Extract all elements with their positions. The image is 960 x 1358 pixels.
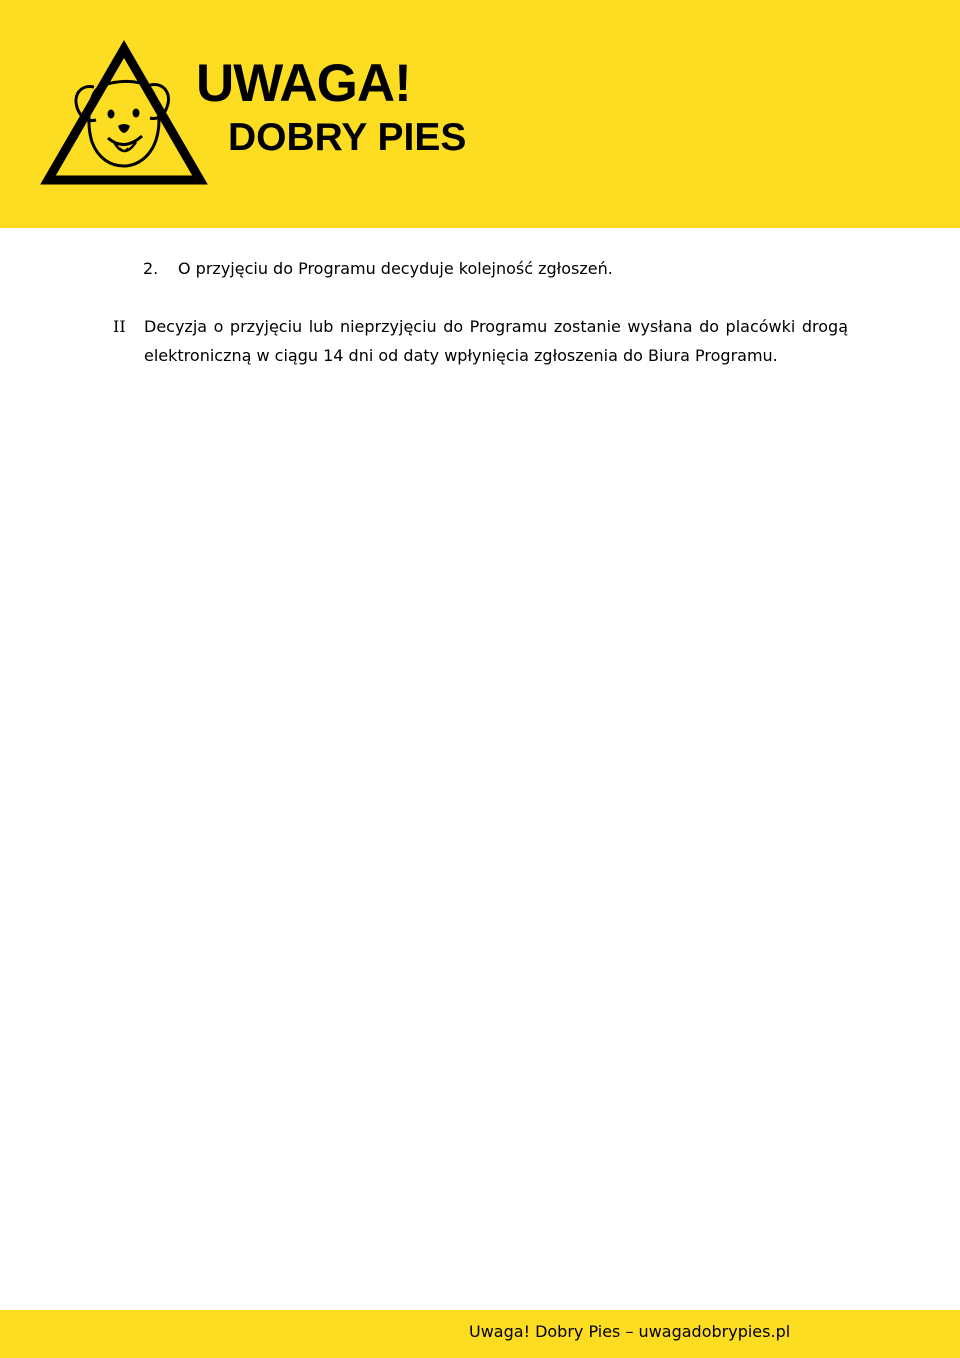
brand-title: UWAGA! [196, 54, 411, 113]
list-item-text: O przyjęciu do Programu decyduje kolejność zgłoszeń. [178, 259, 613, 278]
section-text: Decyzja o przyjęciu lub nieprzyjęciu do Programu zostanie wysłana do placówki drogą elektroniczną w ciągu 14 dni od daty wpłynięcia zgłoszenia do Biura Programu. [144, 317, 848, 365]
list-item [143, 254, 613, 283]
header-band [0, 0, 960, 228]
list-item-number: 2. [143, 259, 159, 278]
brand-subtitle: DOBRY PIES [228, 116, 467, 159]
section-numeral: II [113, 317, 126, 336]
footer-text: Uwaga! Dobry Pies – uwagadobrypies.pl [469, 1322, 791, 1341]
section-paragraph [113, 312, 848, 370]
dog-warning-triangle-icon [40, 40, 208, 188]
